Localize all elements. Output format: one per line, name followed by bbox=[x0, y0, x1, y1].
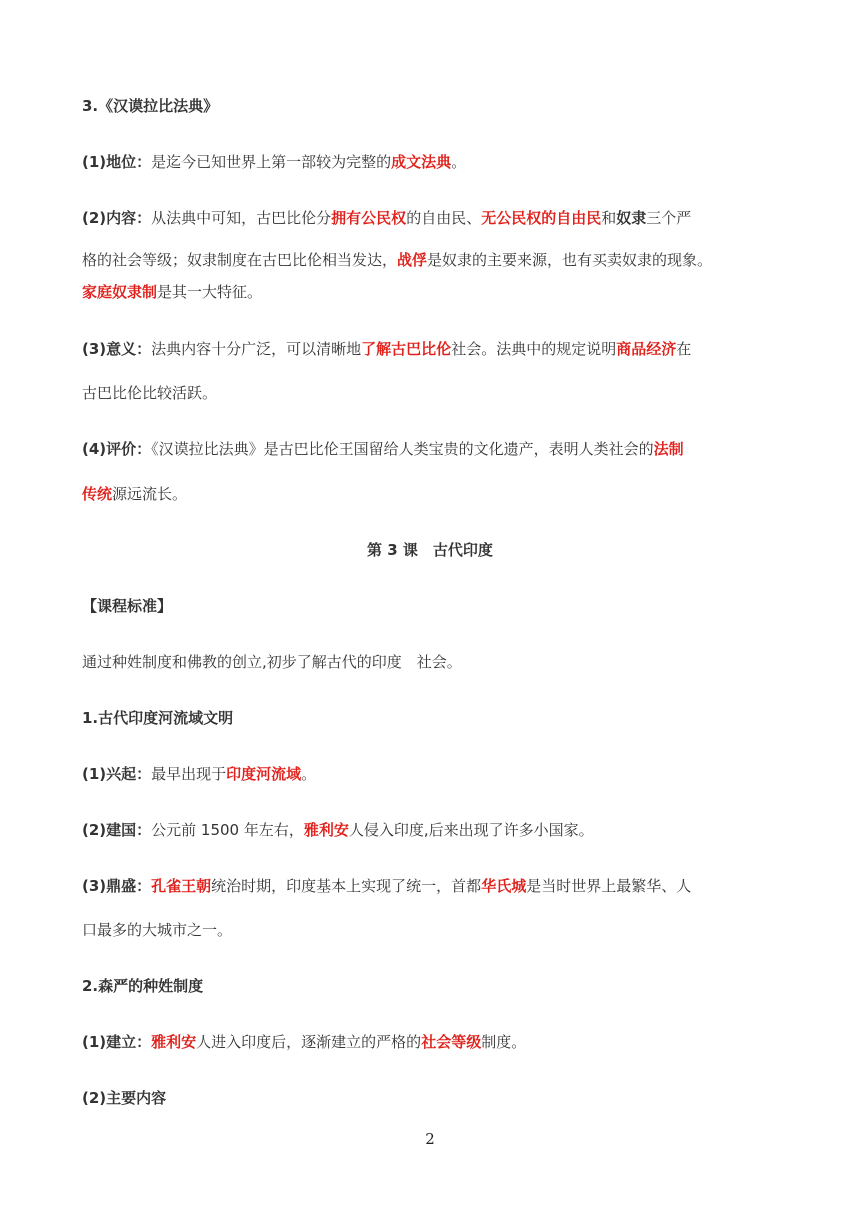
highlight: 孔雀王朝 bbox=[151, 877, 212, 895]
text: 。 bbox=[301, 765, 317, 783]
item-label: (1)兴起： bbox=[82, 765, 152, 783]
text: 社会。法典中的规定说明 bbox=[451, 340, 617, 358]
highlight: 战俘 bbox=[397, 251, 428, 269]
standard-heading: 【课程标准】 bbox=[82, 597, 173, 615]
item-label: (3)意义： bbox=[82, 340, 152, 358]
text: 是迄今已知世界上第一部较为完整的 bbox=[151, 153, 392, 171]
highlight: 华氏城 bbox=[481, 877, 527, 895]
item-label: (2)内容： bbox=[82, 209, 152, 227]
paragraph-content-line2 bbox=[82, 250, 712, 270]
paragraph-evaluation-line2 bbox=[82, 484, 187, 504]
highlight: 传统 bbox=[82, 485, 113, 503]
standard-text: 通过种姓制度和佛教的创立,初步了解古代的印度 社会。 bbox=[82, 653, 462, 671]
text: 的自由民、 bbox=[406, 209, 482, 227]
text: 是当时世界上最繁华、人 bbox=[526, 877, 692, 895]
highlight: 商品经济 bbox=[616, 340, 677, 358]
section-heading-indus: 1.古代印度河流域文明 bbox=[82, 709, 234, 727]
text: 口最多的大城市之一。 bbox=[82, 921, 233, 939]
subheading-main-content: (2)主要内容 bbox=[82, 1089, 167, 1107]
item-label: (3)鼎盛： bbox=[82, 877, 152, 895]
text: 从法典中可知，古巴比伦分 bbox=[151, 209, 332, 227]
paragraph-establish bbox=[82, 1032, 526, 1052]
highlight: 无公民权的自由民 bbox=[481, 209, 602, 227]
text: 制度。 bbox=[481, 1033, 527, 1051]
highlight: 雅利安 bbox=[151, 1033, 197, 1051]
paragraph-peak-line1 bbox=[82, 876, 691, 896]
text: 人侵入印度,后来出现了许多小国家。 bbox=[348, 821, 594, 839]
section-heading-hammurabi: 3.《汉谟拉比法典》 bbox=[82, 97, 219, 115]
text: 古巴比伦比较活跃。 bbox=[82, 384, 218, 402]
section-heading-caste: 2.森严的种姓制度 bbox=[82, 977, 204, 995]
paragraph-founding bbox=[82, 820, 594, 840]
bold-term: 奴隶 bbox=[616, 209, 647, 227]
text: 公元前 1500 年左右， bbox=[151, 821, 304, 839]
paragraph-peak-line2 bbox=[82, 920, 232, 940]
paragraph-rise bbox=[82, 764, 316, 784]
item-label: (4)评价： bbox=[82, 440, 152, 458]
text: 是奴隶的主要来源，也有买卖奴隶的现象。 bbox=[427, 251, 713, 269]
paragraph-evaluation-line1 bbox=[82, 439, 684, 459]
item-label: (2)建国： bbox=[82, 821, 152, 839]
highlight: 拥有公民权 bbox=[331, 209, 407, 227]
text: 法典内容十分广泛，可以清晰地 bbox=[151, 340, 362, 358]
text: 和 bbox=[601, 209, 617, 227]
text: 。 bbox=[451, 153, 467, 171]
highlight: 家庭奴隶制 bbox=[82, 283, 158, 301]
text: 最早出现于 bbox=[151, 765, 227, 783]
highlight: 成文法典 bbox=[391, 153, 452, 171]
text: 在 bbox=[676, 340, 692, 358]
text: 统治时期，印度基本上实现了统一，首都 bbox=[211, 877, 482, 895]
paragraph-content-line1 bbox=[82, 208, 691, 228]
page-number: 2 bbox=[425, 1130, 435, 1148]
paragraph-content-line3 bbox=[82, 282, 262, 302]
item-label: (1)建立： bbox=[82, 1033, 152, 1051]
highlight: 社会等级 bbox=[421, 1033, 482, 1051]
highlight: 雅利安 bbox=[303, 821, 349, 839]
text: 格的社会等级；奴隶制度在古巴比伦相当发达， bbox=[82, 251, 398, 269]
paragraph-significance-line2 bbox=[82, 383, 217, 403]
paragraph-status bbox=[82, 152, 466, 172]
paragraph-significance-line1 bbox=[82, 339, 691, 359]
highlight: 印度河流域 bbox=[226, 765, 302, 783]
text: 三个严 bbox=[646, 209, 692, 227]
text: 是其一大特征。 bbox=[157, 283, 263, 301]
lesson-title: 第 3 课 古代印度 bbox=[367, 541, 493, 559]
highlight: 了解古巴比伦 bbox=[361, 340, 452, 358]
item-label: (1)地位： bbox=[82, 153, 152, 171]
text: 人进入印度后，逐渐建立的严格的 bbox=[196, 1033, 422, 1051]
highlight: 法制 bbox=[653, 440, 684, 458]
text: 《汉谟拉比法典》是古巴比伦王国留给人类宝贵的文化遗产，表明人类社会的 bbox=[151, 440, 654, 458]
text: 源远流长。 bbox=[112, 485, 188, 503]
